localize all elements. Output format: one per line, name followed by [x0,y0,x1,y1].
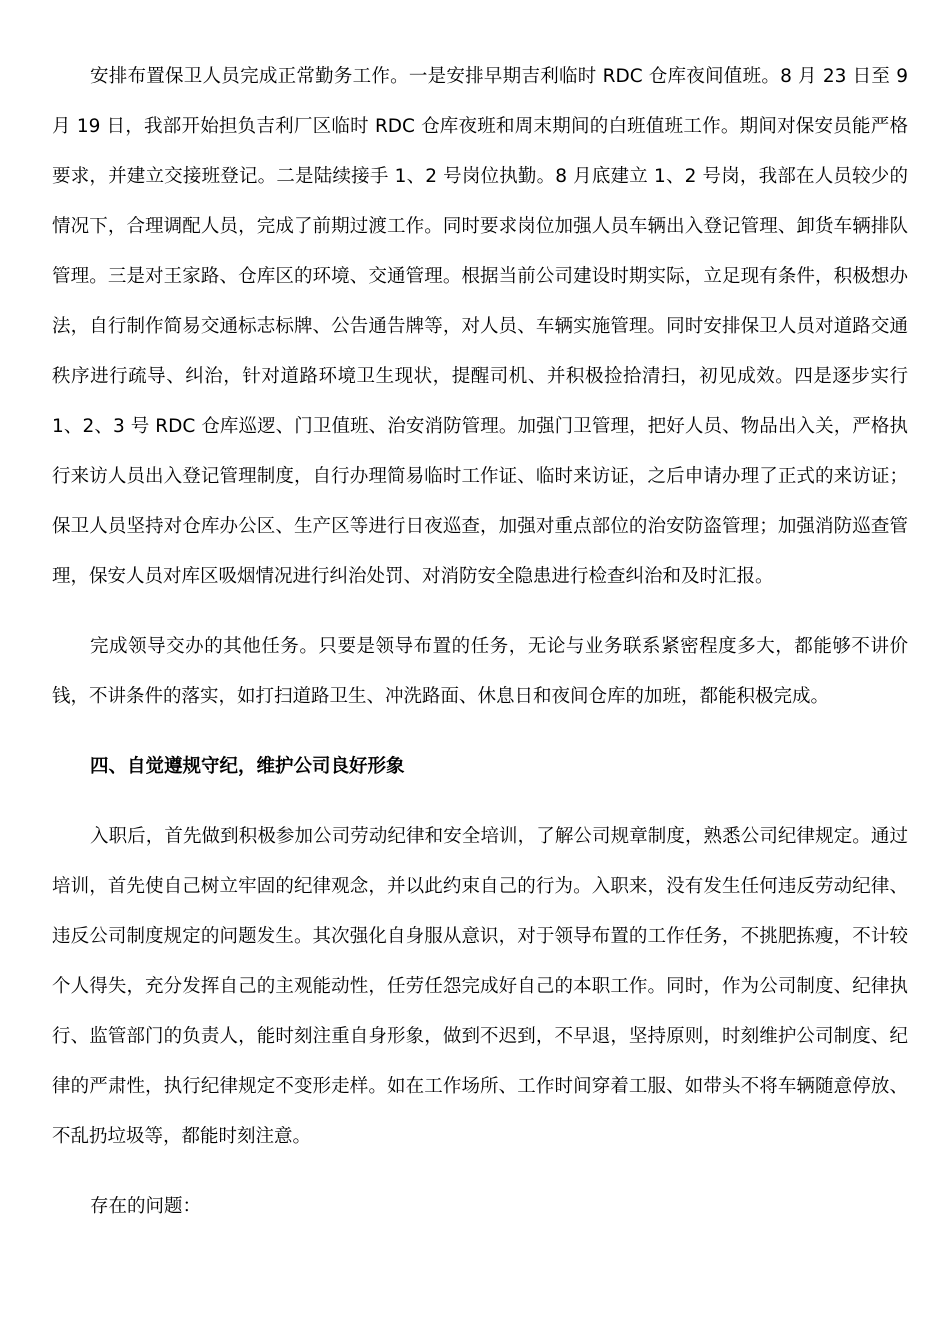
paragraph-gap [52,1162,908,1182]
document-page [52,52,908,1232]
paragraph-gap [52,722,908,742]
existing-problems-label: 存在的问题： [90,1196,202,1217]
paragraph-duty-work: 安排布置保卫人员完成正常勤务工作。一是安排早期吉利临时 RDC 仓库夜间值班。8 月 23 日至 9 月 19 日，我部开始担负吉利厂区临时 RDC 仓库夜班和周末期间的白班值班工作。期间对保安员能严格要求，并建立交接班登记。二是陆续接手 1、2 号岗位执勤。8 月底建立 1、2 号岗，我部在人员较少的情况下，合理调配人员，完成了前期过渡工作。同时要求岗位加强人员车辆出入登记管理、卸货车辆排队管理。三是对王家路、仓库区的环境、交通管理。根据当前公司建设时期实际，立足现有条件，积极想办法，自行制作简易交通标志标牌、公告通告牌等，对人员、车辆实施管理。同时安排保卫人员对道路交通秩序进行疏导、纠治，针对道路环境卫生现状，提醒司机、并积极捡拾清扫，初见成效。四是逐步实行 1、2、3 号 RDC 仓库巡逻、门卫值班、治安消防管理。加强门卫管理，把好人员、物品出入关，严格执行来访人员出入登记管理制度，自行办理简易临时工作证、临时来访证，之后申请办理了正式的来访证；保卫人员坚持对仓库办公区、生产区等进行日夜巡查，加强对重点部位的治安防盗管理；加强消防巡查管理，保安人员对库区吸烟情况进行纠治处罚、对消防安全隐患进行检查纠治和及时汇报。 [52,66,908,587]
paragraph-other-tasks: 完成领导交办的其他任务。只要是领导布置的任务，无论与业务联系紧密程度多大，都能够不讲价钱，不讲条件的落实，如打扫道路卫生、冲洗路面、休息日和夜间仓库的加班，都能积极完成。 [52,636,908,707]
paragraph-gap [52,602,908,622]
paragraph-gap [52,792,908,812]
section-heading: 四、自觉遵规守纪，维护公司良好形象 [90,756,405,777]
paragraph-discipline: 入职后，首先做到积极参加公司劳动纪律和安全培训，了解公司规章制度，熟悉公司纪律规定。通过培训，首先使自己树立牢固的纪律观念，并以此约束自己的行为。入职来，没有发生任何违反劳动纪律、违反公司制度规定的问题发生。其次强化自身服从意识，对于领导布置的工作任务，不挑肥拣瘦，不计较个人得失，充分发挥自己的主观能动性，任劳任怨完成好自己的本职工作。同时，作为公司制度、纪律执行、监管部门的负责人，能时刻注重自身形象，做到不迟到，不早退，坚持原则，时刻维护公司制度、纪律的严肃性，执行纪律规定不变形走样。如在工作场所、工作时间穿着工服、如带头不将车辆随意停放、不乱扔垃圾等，都能时刻注意。 [52,826,908,1147]
